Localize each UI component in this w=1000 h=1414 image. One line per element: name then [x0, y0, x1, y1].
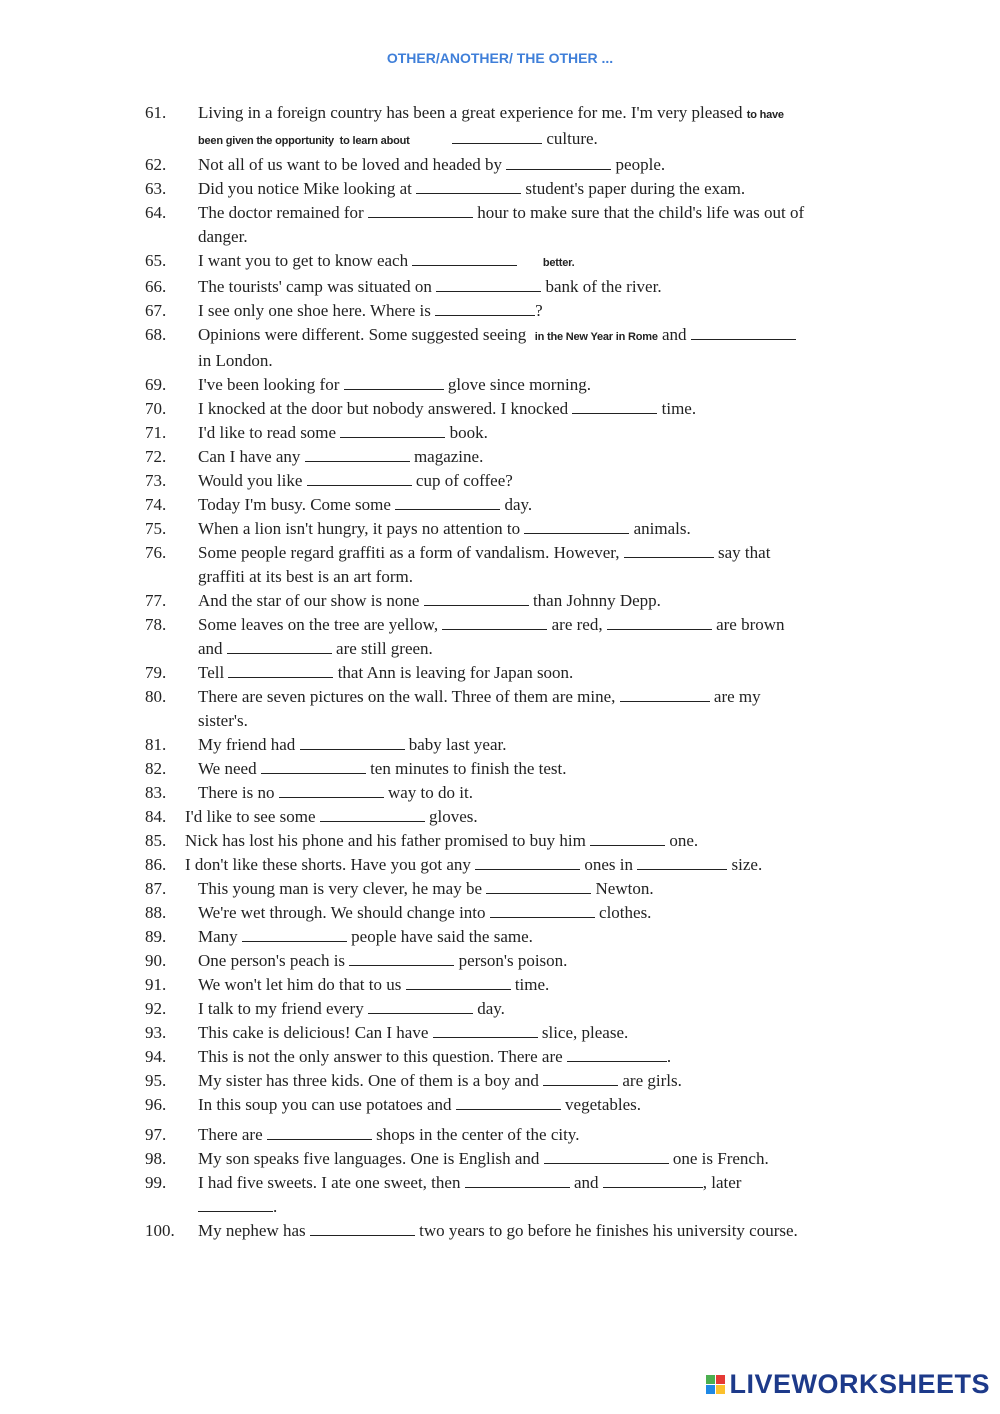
question-item: [145, 685, 805, 733]
question-text-segment: I don't like these shorts. Have you got any: [185, 855, 476, 874]
filled-answer[interactable]: to have been given the opportunity to learn about: [198, 109, 787, 147]
question-text: [198, 177, 805, 201]
question-text-segment: glove since morning.: [443, 375, 591, 394]
question-item: [145, 829, 805, 853]
question-text-segment: I had five sweets. I ate one sweet, then: [198, 1173, 465, 1192]
answer-blank[interactable]: [344, 374, 444, 390]
logo-square: [716, 1375, 725, 1384]
question-text: [198, 757, 805, 781]
question-text: [198, 733, 805, 757]
question-number: 87.: [145, 879, 167, 898]
question-text-segment: I've been looking for: [198, 375, 344, 394]
question-text-segment: shops in the center of the city.: [371, 1125, 580, 1144]
answer-blank[interactable]: [486, 878, 591, 894]
question-number: 93.: [145, 1023, 167, 1042]
question-text: [198, 1219, 805, 1243]
question-number: 91.: [145, 975, 167, 994]
question-text-segment: time.: [657, 399, 697, 418]
answer-blank[interactable]: [310, 1220, 415, 1236]
question-item: [145, 1045, 805, 1069]
question-text: [198, 493, 805, 517]
question-text-segment: Newton.: [591, 879, 654, 898]
question-text-segment: book.: [445, 423, 488, 442]
question-text-segment: day.: [500, 495, 533, 514]
brand-name: LIVEWORKSHEETS: [729, 1369, 990, 1399]
question-number: 98.: [145, 1149, 167, 1168]
question-item: [145, 373, 805, 397]
question-item: [145, 397, 805, 421]
question-text-segment: and: [569, 1173, 603, 1192]
question-number: 81.: [145, 735, 167, 754]
question-text: [198, 469, 805, 493]
question-text: [198, 153, 805, 177]
question-text-segment: We won't let him do that to us: [198, 975, 406, 994]
filled-answer[interactable]: in the New Year in Rome: [534, 331, 658, 343]
question-text-segment: Many: [198, 927, 242, 946]
question-item: [145, 101, 805, 153]
question-text-segment: .: [273, 1197, 278, 1216]
question-text-segment: .: [666, 1047, 672, 1066]
question-text: [198, 973, 805, 997]
question-text: [198, 877, 805, 901]
question-number: 82.: [145, 759, 167, 778]
question-item: [145, 249, 805, 275]
answer-blank[interactable]: [567, 1046, 667, 1062]
question-text: [198, 949, 805, 973]
question-text: [198, 421, 805, 445]
question-text-segment: ten minutes to finish the test.: [365, 759, 567, 778]
question-item: [145, 323, 805, 373]
question-item: [145, 1123, 805, 1147]
question-text-segment: The tourists' camp was situated on: [198, 277, 437, 296]
page-title: OTHER/ANOTHER/ THE OTHER ...: [386, 50, 614, 66]
question-number: 83.: [145, 783, 167, 802]
question-text-segment: Today I'm busy. Come some: [198, 495, 396, 514]
answer-blank[interactable]: [300, 734, 405, 750]
question-text-segment: way to do it.: [383, 783, 473, 802]
question-item: [145, 299, 805, 323]
answer-blank[interactable]: [424, 590, 529, 606]
question-number: 90.: [145, 951, 167, 970]
question-text-segment: time.: [510, 975, 550, 994]
question-item: [145, 997, 805, 1021]
question-item: [145, 1069, 805, 1093]
answer-blank[interactable]: [198, 1196, 273, 1212]
question-text-segment: My son speaks five languages. One is English and: [198, 1149, 544, 1168]
question-text-segment: And the star of our show is none: [198, 591, 424, 610]
question-text-segment: student's paper during the exam.: [521, 179, 746, 198]
question-number: 74.: [145, 495, 167, 514]
question-text-segment: I knocked at the door but nobody answered. I knocked: [198, 399, 573, 418]
answer-blank[interactable]: [433, 1022, 538, 1038]
question-item: [145, 877, 805, 901]
question-text-segment: [410, 129, 453, 148]
question-text-segment: cup of coffee?: [411, 471, 513, 490]
question-item: [145, 781, 805, 805]
question-text-segment: people have said the same.: [346, 927, 533, 946]
question-number: 69.: [145, 375, 167, 394]
question-item: [145, 805, 805, 829]
question-text-segment: are my sister's.: [198, 687, 765, 730]
question-text: [185, 805, 805, 829]
question-item: [145, 757, 805, 781]
question-number: 75.: [145, 519, 167, 538]
question-text: [185, 853, 805, 877]
answer-blank[interactable]: [242, 926, 347, 942]
answer-blank[interactable]: [590, 830, 665, 846]
question-text-segment: ones in: [580, 855, 638, 874]
question-text-segment: The doctor remained for: [198, 203, 368, 222]
question-item: [145, 1171, 805, 1219]
question-text-segment: person's poison.: [454, 951, 568, 970]
question-text-segment: There are seven pictures on the wall. Three of them are mine,: [198, 687, 620, 706]
answer-blank[interactable]: [442, 614, 547, 630]
question-number: 99.: [145, 1173, 167, 1192]
question-text-segment: I'd like to read some: [198, 423, 341, 442]
logo-square: [706, 1375, 715, 1384]
question-number: 86.: [145, 855, 167, 874]
question-text-segment: culture.: [542, 129, 598, 148]
question-text-segment: magazine.: [409, 447, 484, 466]
question-text: [198, 517, 805, 541]
question-item: [145, 541, 805, 589]
question-text: [198, 685, 805, 733]
question-text-segment: Did you notice Mike looking at: [198, 179, 417, 198]
question-text: [198, 275, 805, 299]
question-text-segment: Not all of us want to be loved and headed by: [198, 155, 507, 174]
question-text: [198, 925, 805, 949]
answer-blank[interactable]: [637, 854, 727, 870]
question-number: 76.: [145, 543, 167, 562]
question-item: [145, 177, 805, 201]
question-text: [198, 101, 805, 153]
answer-blank[interactable]: [416, 178, 521, 194]
exercise-list: [145, 101, 809, 1243]
question-text-segment: one.: [665, 831, 699, 850]
question-item: [145, 589, 805, 613]
question-text-segment: Nick has lost his phone and his father promised to buy him: [185, 831, 591, 850]
question-text-segment: Living in a foreign country has been a great experience for me. I'm very pleased: [198, 103, 747, 122]
question-text-segment: one is French.: [668, 1149, 769, 1168]
question-number: 71.: [145, 423, 167, 442]
question-item: [145, 901, 805, 925]
question-text-segment: bank of the river.: [541, 277, 662, 296]
question-text: [198, 1093, 805, 1117]
question-text: [198, 541, 805, 589]
question-text-segment: slice, please.: [537, 1023, 629, 1042]
question-item: [145, 153, 805, 177]
question-item: [145, 1219, 805, 1243]
question-number: 96.: [145, 1095, 167, 1114]
question-item: [145, 275, 805, 299]
question-text: [185, 829, 805, 853]
answer-blank[interactable]: [228, 662, 333, 678]
question-item: [145, 973, 805, 997]
question-item: [145, 733, 805, 757]
answer-blank[interactable]: [475, 854, 580, 870]
question-text: [198, 661, 805, 685]
question-item: [145, 445, 805, 469]
question-number: 94.: [145, 1047, 167, 1066]
answer-blank[interactable]: [320, 806, 425, 822]
answer-blank[interactable]: [465, 1172, 570, 1188]
question-number: 73.: [145, 471, 167, 490]
question-text-segment: are brown and: [198, 615, 789, 658]
question-text: [198, 1123, 805, 1147]
question-text-segment: This young man is very clever, he may be: [198, 879, 487, 898]
question-number: 85.: [145, 831, 167, 850]
question-text: [198, 1147, 805, 1171]
question-text-segment: Some people regard graffiti as a form of vandalism. However,: [198, 543, 624, 562]
question-text-segment: I'd like to see some: [185, 807, 320, 826]
question-text-segment: One person's peach is: [198, 951, 350, 970]
answer-blank[interactable]: [305, 446, 410, 462]
question-text: [198, 997, 805, 1021]
question-text: [198, 445, 805, 469]
answer-blank[interactable]: [368, 998, 473, 1014]
question-text: [198, 781, 805, 805]
question-text-segment: Tell: [198, 663, 229, 682]
question-text-segment: are red,: [547, 615, 607, 634]
filled-answer[interactable]: better.: [542, 257, 575, 269]
question-text-segment: [517, 251, 543, 270]
question-text-segment: My nephew has: [198, 1221, 310, 1240]
question-text: [198, 397, 805, 421]
question-text: [198, 1171, 805, 1219]
question-text: [198, 613, 805, 661]
question-text-segment: I see only one shoe here. Where is: [198, 301, 436, 320]
question-number: 92.: [145, 999, 167, 1018]
question-item: [145, 661, 805, 685]
liveworksheets-logo: [706, 1369, 990, 1400]
question-text-segment: that Ann is leaving for Japan soon.: [333, 663, 574, 682]
answer-blank[interactable]: [607, 614, 712, 630]
answer-blank[interactable]: [227, 638, 332, 654]
question-text-segment: Opinions were different. Some suggested seeing: [198, 325, 535, 344]
question-item: [145, 1093, 805, 1117]
question-text-segment: We need: [198, 759, 261, 778]
question-number: 70.: [145, 399, 167, 418]
logo-square: [716, 1385, 725, 1394]
question-number: 80.: [145, 687, 167, 706]
answer-blank[interactable]: [524, 518, 629, 534]
answer-blank[interactable]: [368, 202, 473, 218]
answer-blank[interactable]: [406, 974, 511, 990]
question-number: 64.: [145, 203, 167, 222]
answer-blank[interactable]: [340, 422, 445, 438]
answer-blank[interactable]: [691, 324, 796, 340]
question-text-segment: animals.: [629, 519, 691, 538]
question-text-segment: , later: [702, 1173, 746, 1192]
question-text-segment: and: [657, 325, 691, 344]
question-number: 97.: [145, 1125, 167, 1144]
answer-blank[interactable]: [261, 758, 366, 774]
answer-blank[interactable]: [412, 250, 517, 266]
question-number: 66.: [145, 277, 167, 296]
question-text-segment: baby last year.: [404, 735, 507, 754]
question-text-segment: in London.: [198, 325, 801, 370]
question-text-segment: This cake is delicious! Can I have: [198, 1023, 433, 1042]
question-number: 68.: [145, 325, 167, 344]
answer-blank[interactable]: [620, 686, 710, 702]
question-number: 100.: [145, 1221, 175, 1240]
answer-blank[interactable]: [544, 1148, 669, 1164]
answer-blank[interactable]: [349, 950, 454, 966]
question-text-segment: I want you to get to know each: [198, 251, 413, 270]
question-text: [198, 373, 805, 397]
question-text-segment: two years to go before he finishes his university course.: [414, 1221, 798, 1240]
question-text-segment: ?: [535, 301, 543, 320]
answer-blank[interactable]: [279, 782, 384, 798]
question-text-segment: There is no: [198, 783, 279, 802]
question-text-segment: gloves.: [424, 807, 478, 826]
answer-blank[interactable]: [307, 470, 412, 486]
question-text-segment: than Johnny Depp.: [528, 591, 661, 610]
logo-square: [706, 1385, 715, 1394]
question-text-segment: My friend had: [198, 735, 300, 754]
question-text: [198, 299, 805, 323]
logo-squares-icon: [706, 1375, 725, 1394]
question-text-segment: people.: [611, 155, 666, 174]
question-number: 84.: [145, 807, 167, 826]
answer-blank[interactable]: [572, 398, 657, 414]
question-text-segment: are girls.: [618, 1071, 682, 1090]
question-number: 67.: [145, 301, 167, 320]
question-text-segment: Would you like: [198, 471, 307, 490]
question-number: 65.: [145, 251, 167, 270]
question-text-segment: This is not the only answer to this question. There are: [198, 1047, 567, 1066]
question-text: [198, 901, 805, 925]
answer-blank[interactable]: [435, 300, 535, 316]
question-text: [198, 1021, 805, 1045]
answer-blank[interactable]: [543, 1070, 618, 1086]
question-text: [198, 1045, 805, 1069]
question-text-segment: We're wet through. We should change into: [198, 903, 490, 922]
question-item: [145, 1147, 805, 1171]
question-text-segment: clothes.: [594, 903, 652, 922]
question-text-segment: say that graffiti at its best is an art form.: [198, 543, 775, 586]
question-number: 63.: [145, 179, 167, 198]
question-text-segment: I talk to my friend every: [198, 999, 368, 1018]
question-text: [198, 589, 805, 613]
question-text-segment: vegetables.: [560, 1095, 642, 1114]
answer-blank[interactable]: [603, 1172, 703, 1188]
question-item: [145, 421, 805, 445]
question-item: [145, 493, 805, 517]
question-item: [145, 1021, 805, 1045]
question-text-segment: My sister has three kids. One of them is a boy and: [198, 1071, 544, 1090]
question-number: 72.: [145, 447, 167, 466]
question-number: 61.: [145, 103, 167, 122]
question-text: [198, 249, 805, 275]
question-text-segment: There are: [198, 1125, 267, 1144]
answer-blank[interactable]: [267, 1124, 372, 1140]
question-text-segment: Some leaves on the tree are yellow,: [198, 615, 443, 634]
question-item: [145, 517, 805, 541]
question-number: 95.: [145, 1071, 167, 1090]
question-item: [145, 469, 805, 493]
question-text: [198, 201, 809, 249]
answer-blank[interactable]: [624, 542, 714, 558]
question-item: [145, 925, 805, 949]
question-number: 62.: [145, 155, 167, 174]
answer-blank[interactable]: [506, 154, 611, 170]
question-item: [145, 201, 809, 249]
question-number: 88.: [145, 903, 167, 922]
question-text-segment: Can I have any: [198, 447, 305, 466]
question-text-segment: hour to make sure that the child's life was out of danger.: [198, 203, 809, 246]
answer-blank[interactable]: [456, 1094, 561, 1110]
question-number: 79.: [145, 663, 167, 682]
question-text: [198, 1069, 805, 1093]
question-item: [145, 853, 805, 877]
answer-blank[interactable]: [436, 276, 541, 292]
question-number: 78.: [145, 615, 167, 634]
question-text: [198, 323, 805, 373]
question-number: 77.: [145, 591, 167, 610]
question-item: [145, 613, 805, 661]
question-number: 89.: [145, 927, 167, 946]
answer-blank[interactable]: [452, 128, 542, 144]
question-text-segment: In this soup you can use potatoes and: [198, 1095, 456, 1114]
question-text-segment: are still green.: [331, 639, 433, 658]
question-item: [145, 949, 805, 973]
question-text-segment: day.: [472, 999, 505, 1018]
question-text-segment: When a lion isn't hungry, it pays no attention to: [198, 519, 525, 538]
answer-blank[interactable]: [490, 902, 595, 918]
question-text-segment: size.: [727, 855, 763, 874]
answer-blank[interactable]: [395, 494, 500, 510]
